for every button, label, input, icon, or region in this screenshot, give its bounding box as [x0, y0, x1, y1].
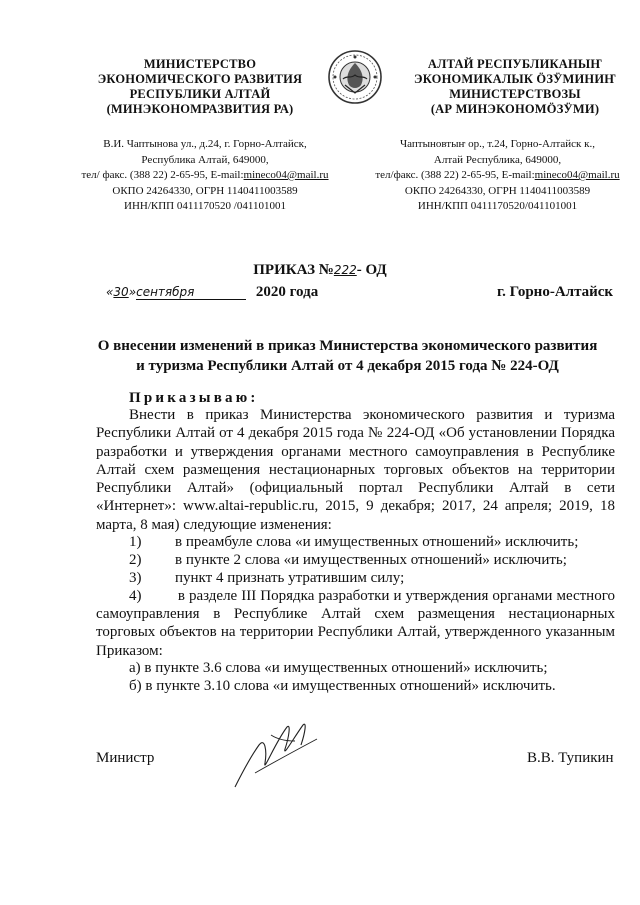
address-alt-line4: ОКПО 24264330, ОГРН 1140411003589 — [404, 184, 591, 197]
order-title: ПРИКАЗ №222- ОД — [253, 262, 387, 278]
order-subject: О внесении изменений в приказ Министерства экономического развития и туризма Республики Алтай от 4 декабря 2015 года № 224-ОД — [97, 338, 598, 374]
order-date: «30»сентября 2020 года — [106, 284, 319, 300]
ministry-name-alt-line4: (АР МИНЭКОНОМӦЗӰМИ) — [430, 102, 600, 116]
ministry-address-alt — [355, 137, 640, 215]
address-ru-line1: В.И. Чаптынова ул., д.24, г. Горно-Алтайск, — [103, 138, 307, 150]
address-ru-line3: тел/ факс. (388 22) 2-65-95, E-mail:mineco04@mail.ru — [81, 169, 329, 181]
address-alt-line1: Чаптыновтыҥ ор., т.24, Горно-Алтайск к., — [400, 138, 595, 150]
sub-item-a: а) в пункте 3.6 слова «и имущественных отношений» исключить; — [129, 660, 548, 676]
ministry-name-ru-line4: (МИНЭКОНОМРАЗВИТИЯ РА) — [106, 102, 294, 116]
ministry-name-ru — [70, 57, 330, 117]
ministry-name-ru-line3: РЕСПУБЛИКИ АЛТАЙ — [129, 87, 271, 101]
signer-position: Министр — [96, 750, 155, 766]
order-number: 222 — [333, 263, 357, 277]
order-city: г. Горно-Алтайск — [497, 284, 614, 300]
ministry-address-ru — [60, 137, 350, 215]
email-link-alt[interactable]: mineco04@mail.ru — [534, 169, 620, 181]
ministry-name-alt-line1: АЛТАЙ РЕСПУБЛИКАНЫҤ — [427, 57, 603, 71]
address-ru-line4: ОКПО 24264330, ОГРН 1140411003589 — [112, 184, 298, 197]
address-alt-line3: тел/факс. (388 22) 2-65-95, E-mail:mineco04@mail.ru — [375, 169, 620, 181]
ministry-name-alt-line3: МИНИСТЕРСТВОЗЫ — [449, 87, 581, 101]
address-alt-line5: ИНН/КПП 0411170520/041101001 — [417, 200, 578, 212]
signer-name: В.В. Тупикин — [527, 750, 614, 766]
ministry-name-alt-line2: ЭКОНОМИКАЛЫК ӦЗӰМИНИҤ — [414, 72, 616, 86]
republic-emblem-icon — [327, 49, 383, 105]
ministry-name-alt — [385, 57, 640, 117]
sub-item-b: б) в пункте 3.10 слова «и имущественных отношений» исключить. — [129, 678, 556, 694]
address-ru-line2: Республика Алтай, 649000, — [141, 153, 269, 166]
order-directive-heading: Приказываю: — [129, 390, 259, 406]
list-item-4: 4) в разделе III Порядка разработки и утверждения органами местного самоуправления в Республике Алтай схем размещения нестационарных торговых объектов на территории Республики Алтай, утвержденного указанным Приказом: — [96, 588, 615, 659]
order-day: 30 — [113, 285, 129, 299]
ministry-name-ru-line2: ЭКОНОМИЧЕСКОГО РАЗВИТИЯ — [97, 72, 303, 86]
address-ru-line5: ИНН/КПП 0411170520 /041101001 — [124, 200, 286, 212]
handwritten-signature-icon — [225, 715, 335, 795]
ministry-name-ru-line1: МИНИСТЕРСТВО — [143, 57, 257, 71]
email-link-ru[interactable]: mineco04@mail.ru — [243, 169, 329, 181]
address-alt-line2: Алтай Республика, 649000, — [433, 153, 562, 166]
order-year: 2020 года — [255, 284, 319, 300]
order-month: сентября — [136, 285, 246, 300]
order-paragraph: Внести в приказ Министерства экономического развития и туризма Республики Алтай от 4 декабря 2015 года № 224-ОД «Об установлении Порядка разработки и утверждения органами местного самоуправления в Республике Алтай схем размещения нестационарных торговых объектов на территории Республики Алтай» (официальный портал Республики Алтай в сети «Интернет»: www.altai-republic.ru, 2015, 9 декабря; 2017, 24 апреля; 2019, 18 марта, 8 мая) следующие изменения: — [96, 407, 615, 533]
